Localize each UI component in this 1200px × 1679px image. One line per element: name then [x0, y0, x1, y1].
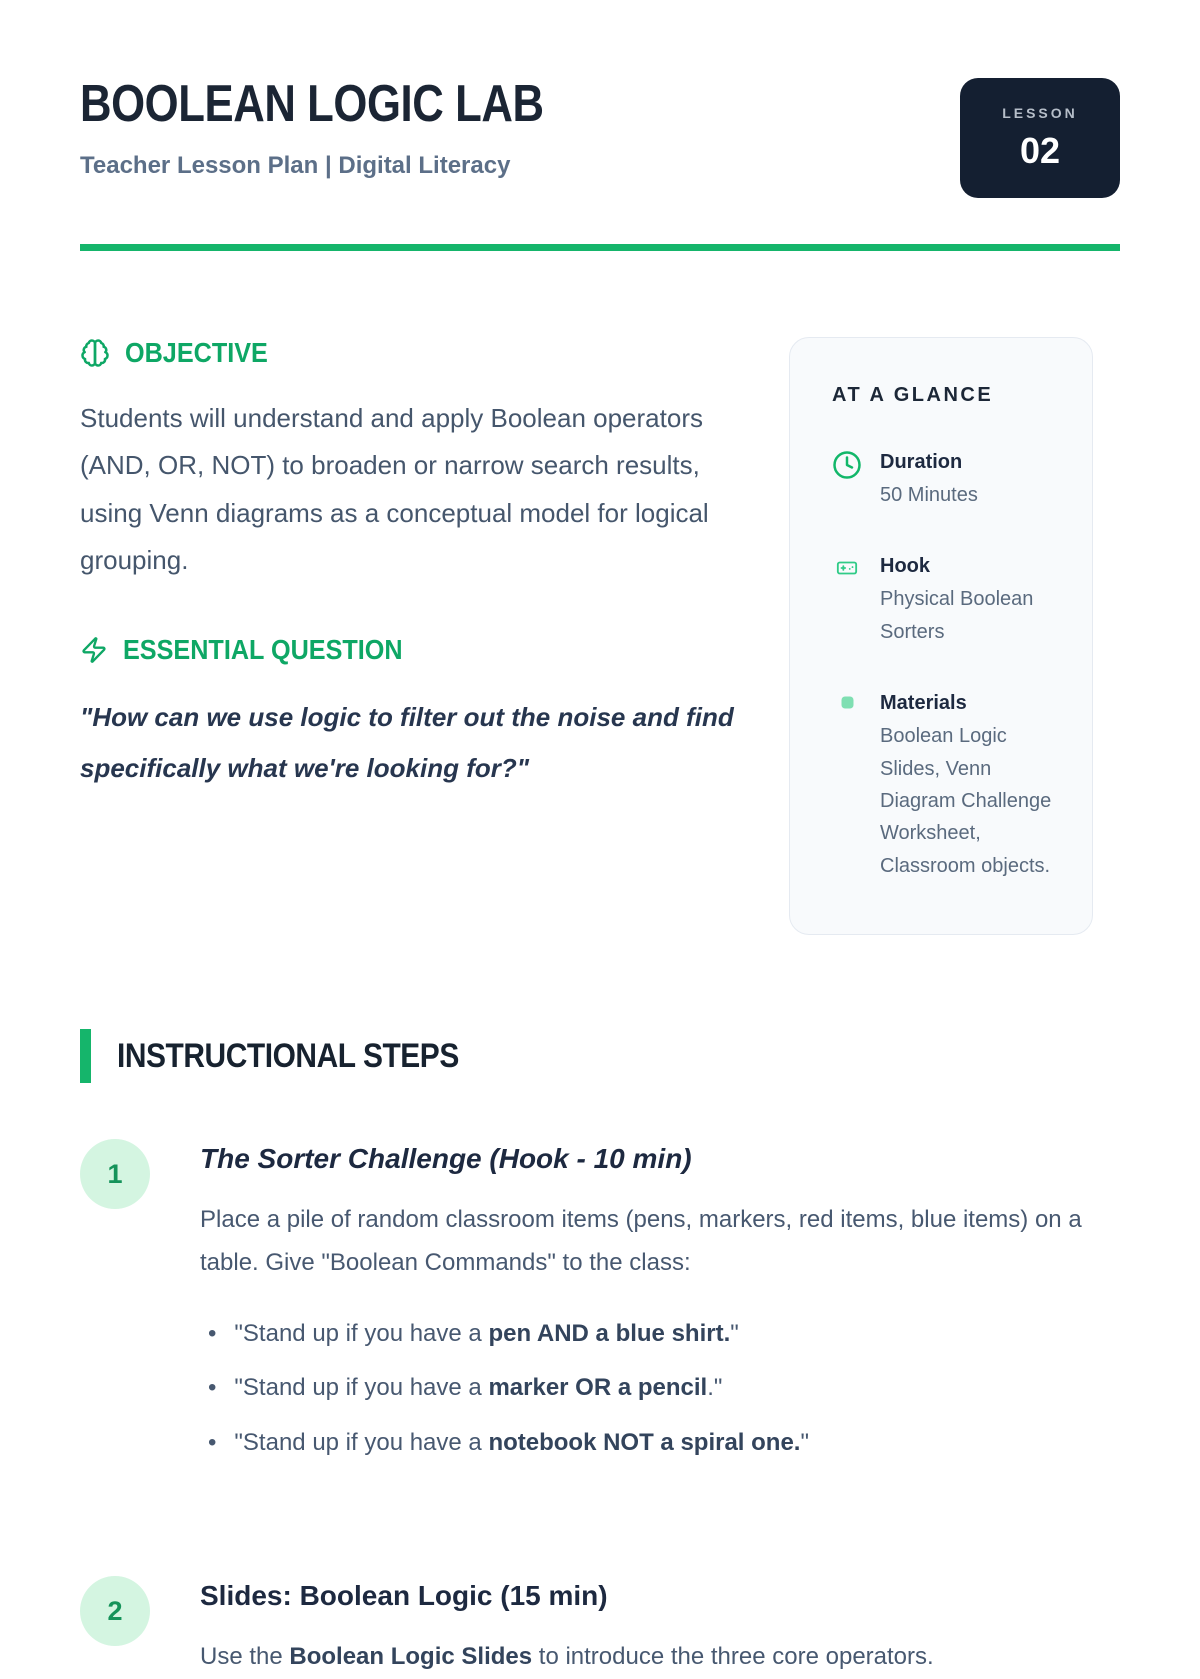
glance-duration-value: 50 Minutes [880, 484, 978, 506]
page-title-text: BOOLEAN LOGIC LAB [80, 75, 544, 133]
bullet-item: • "Stand up if you have a pen AND a blue shirt." [208, 1317, 1120, 1351]
glance-hook-value: Physical Boolean Sorters [880, 588, 1034, 643]
objective-heading-text: OBJECTIVE [125, 337, 268, 368]
step-1-title: The Sorter Challenge (Hook - 10 min) [200, 1143, 692, 1175]
bullet-item: • "Stand up if you have a notebook NOT a spiral one." [208, 1426, 1120, 1460]
step-2-title: Slides: Boolean Logic (15 min) [200, 1580, 608, 1612]
main-left-column [80, 337, 740, 794]
bullet-item: • "Stand up if you have a marker OR a pencil." [208, 1371, 1120, 1405]
glance-duration-label: Duration [880, 451, 963, 473]
instructional-steps-header [80, 1029, 1120, 1083]
step-1-number-badge: 1 [80, 1139, 150, 1209]
gamepad-icon [834, 557, 860, 579]
essential-question-heading [80, 634, 740, 666]
step-1 [80, 1139, 1120, 1480]
step-1-body: Place a pile of random classroom items (pens, markers, red items, blue items) on a table. Give "Boolean Commands" to the class: [200, 1206, 1082, 1276]
step-2 [80, 1576, 1120, 1679]
objective-heading [80, 337, 740, 369]
box-icon [841, 696, 854, 709]
essential-question-heading-text: ESSENTIAL QUESTION [123, 634, 403, 666]
glance-item-duration [832, 447, 1062, 511]
clock-icon [832, 450, 862, 480]
section-accent-bar [80, 1029, 91, 1083]
page-title [80, 75, 632, 133]
glance-hook-label: Hook [880, 555, 930, 578]
objective-text: Students will understand and apply Boolean operators (AND, OR, NOT) to broaden or narrow search results, using Venn diagrams as a conceptual model for logical grouping. [80, 403, 709, 575]
page-subtitle: Teacher Lesson Plan | Digital Literacy [80, 152, 511, 179]
brain-icon [80, 338, 110, 368]
header-title-block [80, 75, 632, 180]
glance-materials-value: Boolean Logic Slides, Venn Diagram Challenge Worksheet, Classroom objects. [880, 725, 1052, 877]
glance-item-hook [832, 551, 1062, 648]
bullet-dot: • [208, 1428, 217, 1456]
lesson-badge-label: LESSON [1002, 104, 1078, 121]
zap-icon [80, 636, 108, 664]
bullet-dot: • [208, 1319, 217, 1347]
instructional-steps-title: INSTRUCTIONAL STEPS [117, 1036, 459, 1075]
lesson-badge-number: 02 [1019, 129, 1061, 171]
step-2-body: Use the Boolean Logic Slides to introduce the three core operators. [200, 1643, 934, 1671]
header-divider [80, 244, 1120, 251]
step-2-number-badge: 2 [80, 1576, 150, 1646]
glance-materials-label: Materials [880, 692, 967, 715]
main-content [80, 337, 1120, 935]
bullet-dot: • [208, 1374, 217, 1402]
glance-item-materials [832, 688, 1062, 882]
essential-question-quote: "How can we use logic to filter out the noise and find specifically what we're looking for?" [80, 702, 734, 783]
at-a-glance-card [789, 337, 1093, 935]
at-a-glance-title: AT A GLANCE [832, 384, 994, 406]
step-1-bullets [200, 1317, 1120, 1460]
lesson-badge [960, 78, 1120, 198]
header [80, 75, 1120, 198]
